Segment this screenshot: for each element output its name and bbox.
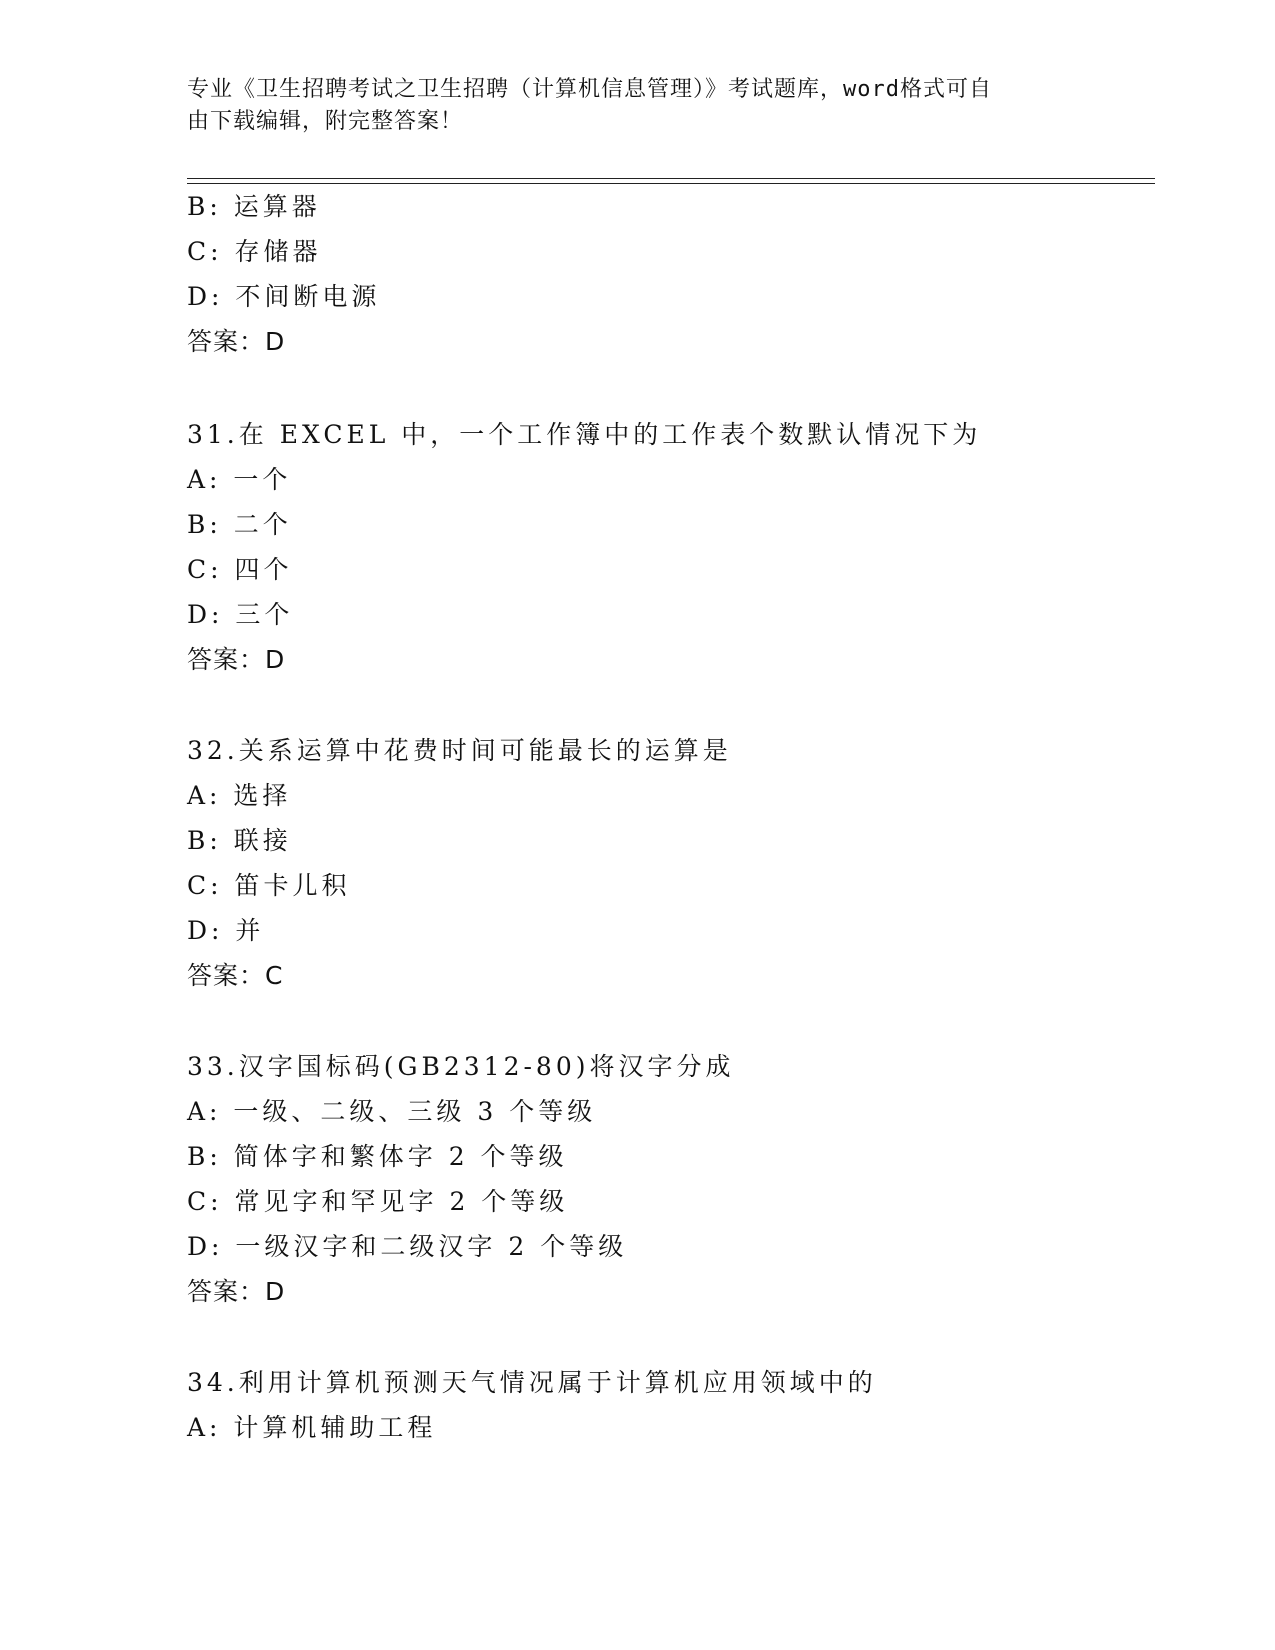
document-header <box>187 74 1067 138</box>
option-d: D: 一级汉字和二级汉字 2 个等级 <box>187 1232 628 1261</box>
option-d: D: 三个 <box>187 600 294 629</box>
option-a: A: 计算机辅助工程 <box>187 1413 437 1442</box>
question-stem: 34.利用计算机预测天气情况属于计算机应用领域中的 <box>187 1368 877 1397</box>
option-c: C: 常见字和罕见字 2 个等级 <box>187 1187 569 1216</box>
option-c: C: 四个 <box>187 555 293 584</box>
answer-line: 答案：D <box>187 327 286 356</box>
header-rule-top <box>187 178 1155 179</box>
option-c: C: 存储器 <box>187 237 322 266</box>
question-stem: 33.汉字国标码(GB2312-80)将汉字分成 <box>187 1052 735 1081</box>
option-b: B: 二个 <box>187 510 292 539</box>
option-d: D: 不间断电源 <box>187 282 381 311</box>
option-a: A: 一级、二级、三级 3 个等级 <box>187 1097 597 1126</box>
option-d: D: 并 <box>187 916 265 945</box>
option-b: B: 运算器 <box>187 192 321 221</box>
option-b: B: 简体字和繁体字 2 个等级 <box>187 1142 568 1171</box>
header-line-1: 专业《卫生招聘考试之卫生招聘（计算机信息管理）》考试题库，word格式可自 <box>187 77 992 102</box>
option-c: C: 笛卡儿积 <box>187 871 351 900</box>
answer-line: 答案：D <box>187 645 286 674</box>
option-b: B: 联接 <box>187 826 292 855</box>
question-stem: 32.关系运算中花费时间可能最长的运算是 <box>187 736 732 765</box>
answer-line: 答案：D <box>187 1277 286 1306</box>
header-rule-bottom <box>187 183 1155 184</box>
option-a: A: 一个 <box>187 465 292 494</box>
header-line-2: 由下载编辑，附完整答案！ <box>187 109 464 134</box>
question-stem: 31.在 EXCEL 中，一个工作簿中的工作表个数默认情况下为 <box>187 420 982 449</box>
option-a: A: 选择 <box>187 781 292 810</box>
answer-line: 答案：C <box>187 961 284 990</box>
